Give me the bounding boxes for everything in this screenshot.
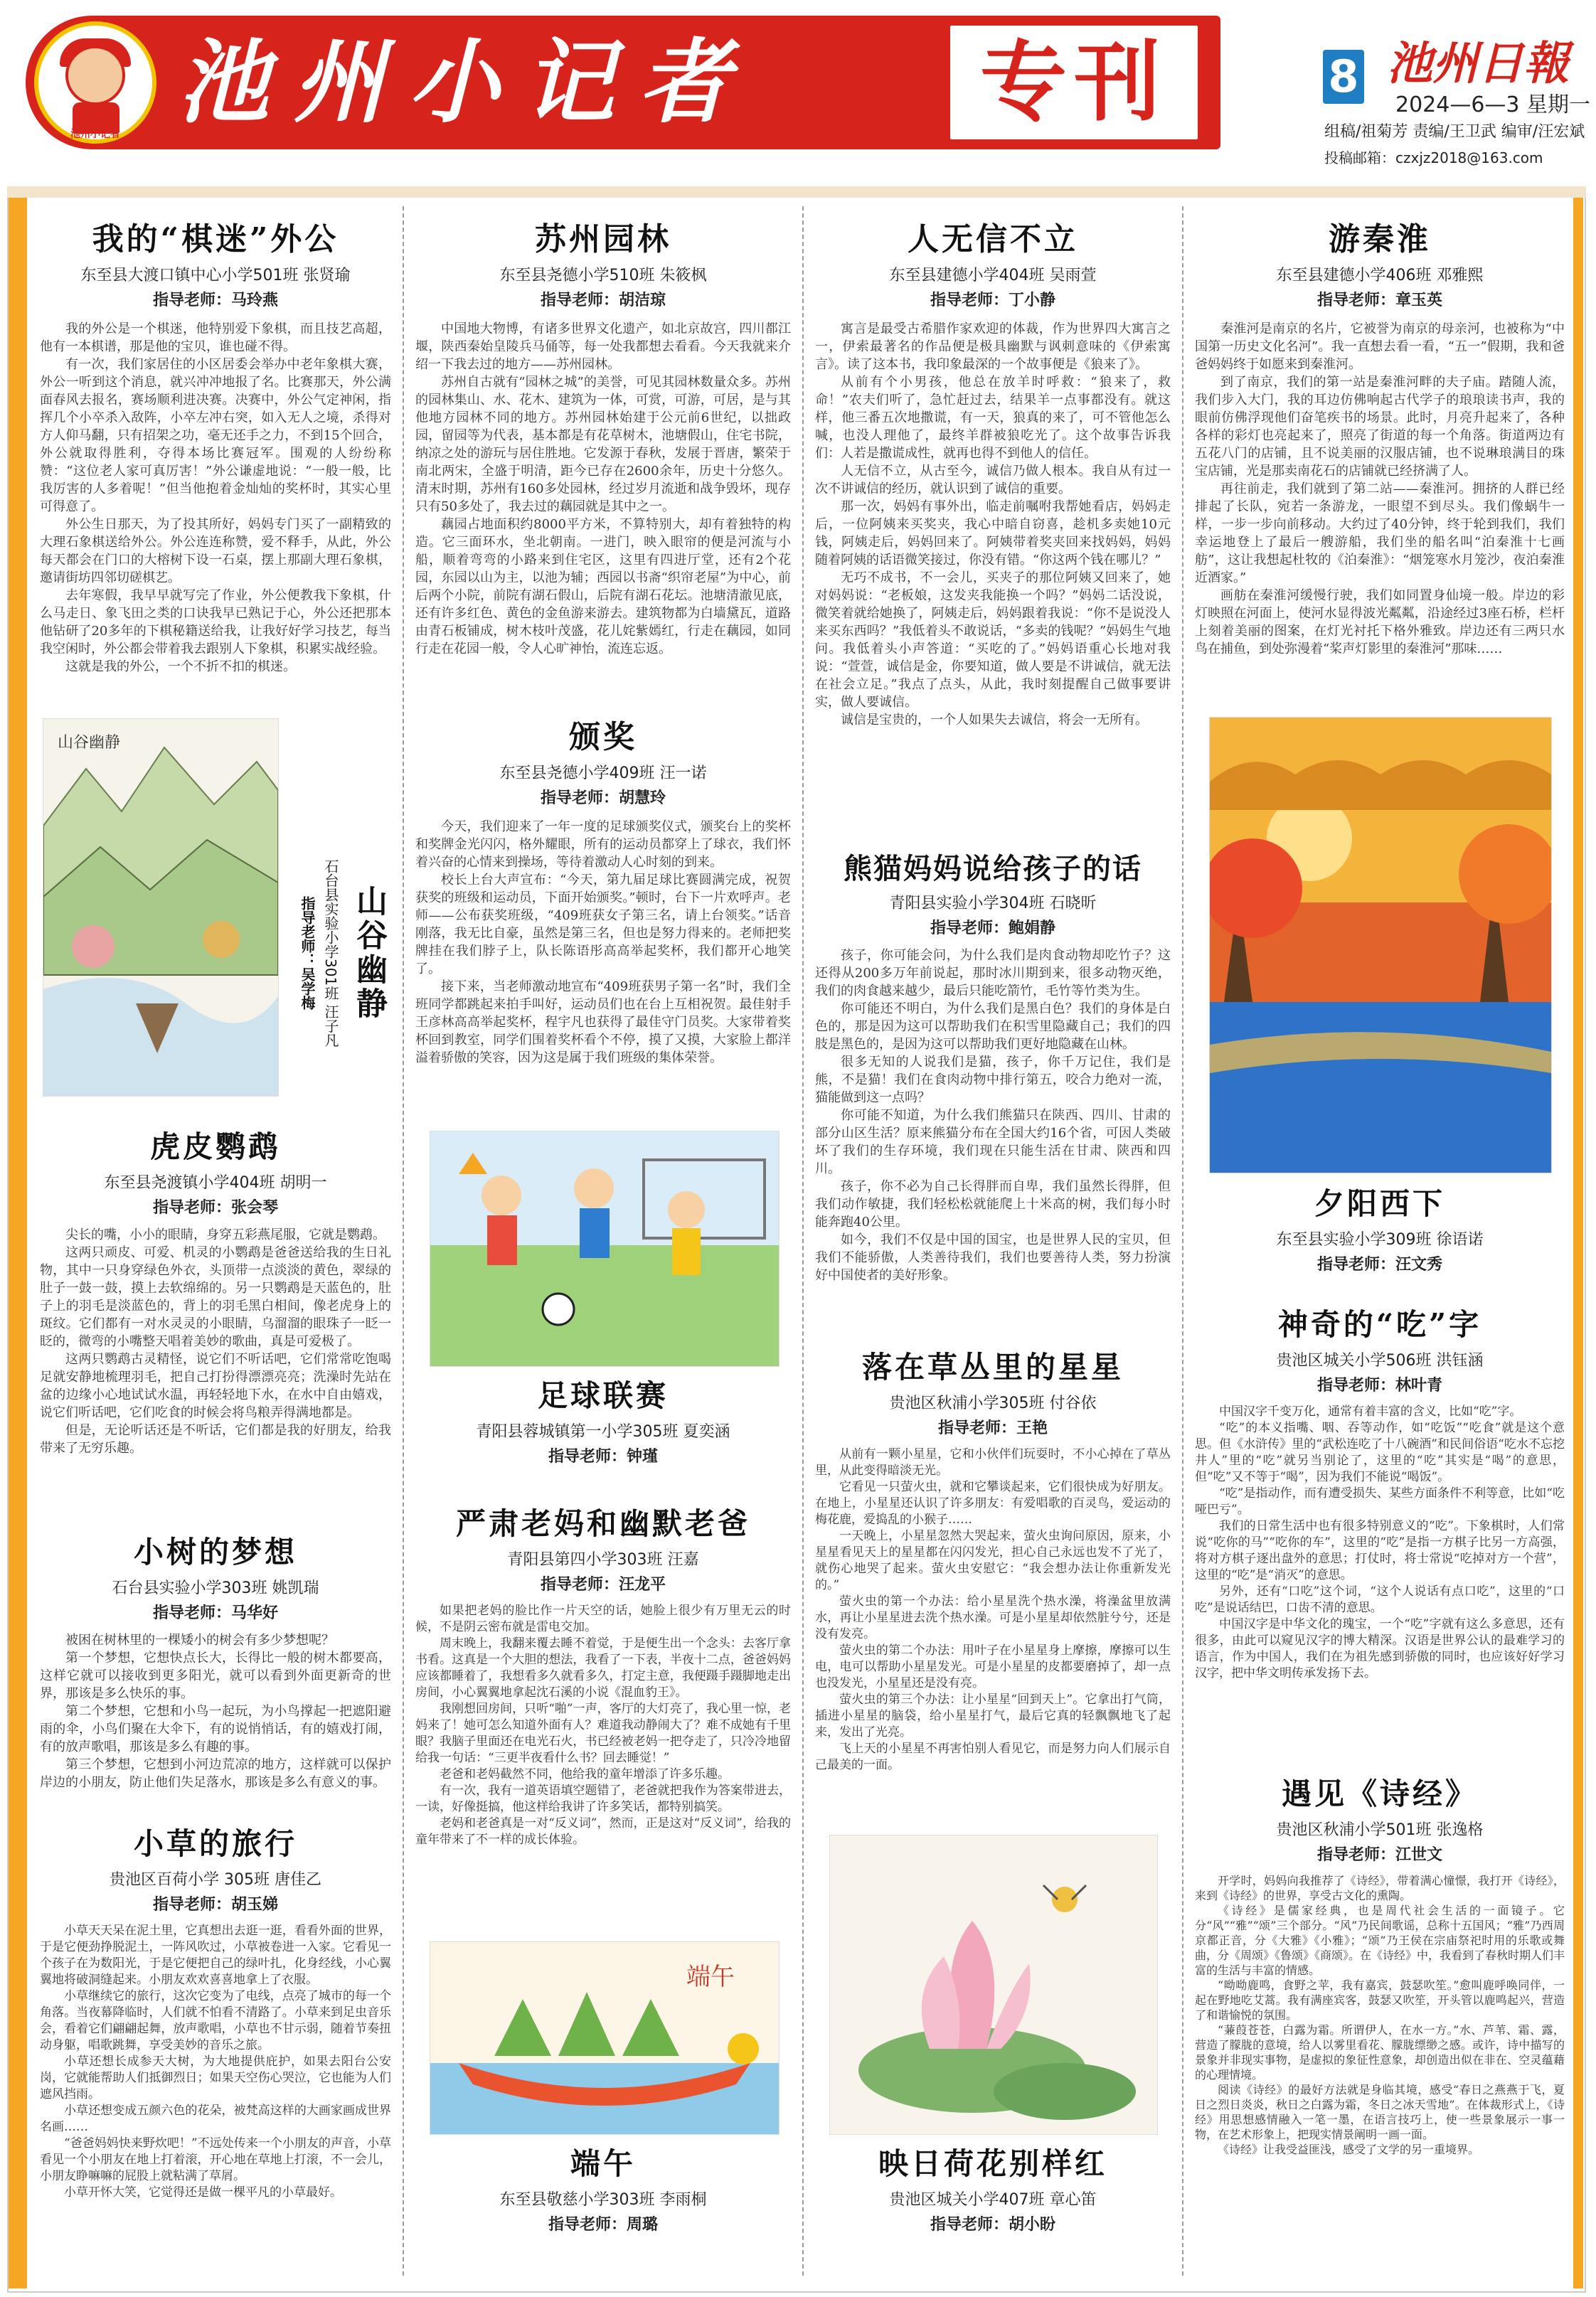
paragraph: 外公生日那天，为了投其所好，妈妈专门买了一副精致的大理石象棋送给外公。外公连连称赞，爱不释手，从此，外公每天都会在门口的大榕树下设一石桌，摆上那副大理石象棋，邀请街坊四邻切磋棋艺。	[40, 517, 391, 585]
paragraph: 如果把老妈的脸比作一片天空的话，她脸上很少有万里无云的时候，不是阴云密布就是雷电交加。	[415, 1604, 791, 1634]
caption-dragon-boat	[415, 2141, 791, 2234]
paragraph: 尖长的嘴，小小的眼睛，身穿五彩燕尾服，它就是鹦鹉。	[65, 1227, 385, 1242]
sunset-trees-illustration	[1210, 718, 1551, 1173]
left-orange-border	[9, 198, 27, 2288]
paragraph: 小草开怀大笑，它觉得还是做一棵平凡的小草最好。	[64, 2185, 342, 2200]
paragraph: 今天，我们迎来了一年一度的足球颁奖仪式，颁奖台上的奖杯和奖牌金光闪闪，格外耀眼，所有的运动员都穿上了球衣，我们怀着兴奋的心情来到操场，等待着激动人心时刻的到来。	[415, 819, 791, 870]
article-title: 颁奖	[569, 719, 637, 755]
paragraph: 你可能不知道，为什么我们熊猫只在陕西、四川、甘肃的部分山区生活？原来熊猫分布在全国大约16个省，可因人类破坏了我们的生存环境，我们现在只能生活在甘肃、陕西和四川。	[815, 1108, 1171, 1176]
article-body	[415, 320, 791, 658]
article-teacher: 指导老师：钟瑾	[548, 1448, 658, 1466]
article-teacher: 指导老师：汪龙平	[540, 1576, 666, 1594]
article-byline: 贵池区百荷小学 305班 唐佳乙	[110, 1871, 321, 1889]
paragraph: 周末晚上，我翻来覆去睡不着觉，于是便生出一个念头：去客厅拿书看。这真是一个大胆的想法，我看了一下表，半夜十二点，爸爸妈妈应该都睡着了，我想看多久就看多久，打定主意，我便蹑手蹑脚地走出房间，小心翼翼地拿起沈石溪的小说《混血豹王》。	[415, 1636, 791, 1700]
article-byline: 贵池区城关小学407班 章心笛	[889, 2191, 1097, 2209]
article-teacher: 指导老师：王艳	[937, 1419, 1048, 1437]
paragraph: 有一次，我们家居住的小区居委会举办中老年象棋大赛，外公一听到这个消息，就兴冲冲地报了名。比赛那天，外公满面春风去报名，赛场顺利进决赛。决赛中，外公气定神闲，指挥几个小卒杀入敌阵，小卒左冲右突，如入无人之境，杀得对方人仰马翻，只有招架之功，毫无还手之力，不到15个回合，外公就取得胜利，夺得本场比赛冠军。围观的人纷纷称赞：“这位老人家可真厉害！”外公谦虚地说：“一般一般，比我厉害的人多着呢！”但当他抱着金灿灿的奖杯时，其实心里可得意了。	[40, 357, 391, 514]
article-yansu	[415, 1501, 791, 1848]
paragraph: 孩子，你不必为自己长得胖而自卑，我们虽然长得胖，但我们动作敏捷，我们轻松松就能爬上十米高的树，我们每小时能奔跑40公里。	[815, 1179, 1171, 1230]
article-title: 端午	[570, 2146, 636, 2181]
paragraph: 小草继续它的旅行，这次它变为了电线，点亮了城市的每一个角落。当夜幕降临时，人们就不怕看不清路了。小草来到足虫音乐会，看着它们翩翩起舞，放声歌唱，小草也不甘示弱，随着节奏扭动身躯，唱歌跳舞，享受美妙的音乐之旅。	[40, 1989, 391, 2052]
submission-email: 投稿邮箱：czxjz2018@163.com	[1324, 149, 1543, 166]
paragraph: 《诗经》是儒家经典，也是周代社会生活的一面镜子。它分“风”“雅”“颂”三个部分。“风”乃民间歌谣，总称十五国风；“雅”乃西周京都正音，分《大雅》《小雅》；“颂”乃王侯在宗庙祭祀时用的乐歌或舞曲，分《周颂》《鲁颂》《商颂》。在《诗经》中，我看到了春秋时期人们丰富的生活与丰富的情感。	[1195, 1904, 1565, 1977]
paragraph: 被困在树林里的一棵矮小的树会有多少梦想呢？	[65, 1633, 334, 1648]
article-byline: 东至县尧德小学409班 汪一诺	[499, 764, 707, 782]
article-byline: 东至县大渡口镇中心小学501班 张贤瑜	[80, 267, 351, 284]
date-line: 2024—6—3 星期一	[1395, 92, 1591, 117]
paragraph: 你可能还不明白，为什么我们是黑白色？我们的身体是白色的，那是因为这可以帮助我们在积雪里隐藏自己；我们的四肢是黑色的，是因为这可以帮助我们更好地隐藏在山林。	[815, 1001, 1171, 1052]
paragraph: “呦呦鹿鸣，食野之苹，我有嘉宾，鼓瑟吹笙。”愈叫鹿呼唤同伴，一起在野地吃艾蒿。我有满座宾客，鼓瑟又吹笙，开头管以鹿鸣起兴，营造了和谐愉悦的氛围。	[1195, 1978, 1565, 2022]
paragraph: 我们的日常生活中也有很多特别意义的“吃”。下象棋时，人们常说“吃你的马”“吃你的车”，这里的“吃”是指一方棋子比另一方高强，将对方棋子逐出盘外的意思；打仗时，将士常说“吃掉对方一个营”，这里的“吃”是“消灭”的意思。	[1195, 1519, 1565, 1582]
newspaper-brand: 池州日報	[1387, 37, 1569, 90]
painting-mountain-valley	[43, 718, 279, 1097]
paragraph: “吃”是指动作，而有遭受损失、某些方面条件不利等意，比如“吃哑巴亏”。	[1195, 1486, 1565, 1517]
article-title: 山谷幽静	[351, 885, 387, 1021]
article-body	[415, 1603, 791, 1848]
article-body	[815, 1446, 1171, 1774]
painting-football	[430, 1131, 780, 1367]
paragraph: 很多无知的人说我们是猫，孩子，你千万记住，我们是熊，不是猫！我们在食肉动物中排行第五，咬合力绝对一流，猫能做到这一点吗？	[815, 1055, 1171, 1105]
article-teacher: 指导老师：胡洁琼	[540, 292, 666, 309]
paragraph: 校长上台大声宣布：“今天，第九届足球比赛圆满完成，祝贺获奖的班级和运动员，下面开始颁奖。”顿时，台下一片欢呼声。老师——公布获奖班级，“409班获女子第三名，请上台领奖。”话音刚落，我无比自豪，虽然是第三名，但也是努力得来的。老师把奖牌挂在我们脖子上，队长陈语彤高高举起奖杯，我们都开心地笑了。	[415, 873, 791, 976]
article-title: 虎皮鹦鹉	[149, 1129, 281, 1164]
paragraph: 再往前走，我们就到了第二站——秦淮河。拥挤的人群已经排起了长队，宛若一条游龙，一眼望不到尽头。我们像蜗牛一样，一步一步向前移动。大约过了40分钟，终于轮到我们，我们幸运地登上了最后一艘游船，我们坐的船名叫“泊秦淮十七画舫”，这让我想起杜牧的《泊秦淮》：“烟笼寒水月笼沙，夜泊秦淮近酒家。”	[1195, 481, 1565, 585]
paragraph: 小草天天呆在泥土里，它真想出去逛一逛，看看外面的世界，于是它便劲挣脱泥土，一阵风吹过，小草被卷进一入家。它看见一个孩子在为数阳光，于是它便把自己的绿叶扎，化身经线，小心翼翼地将破洞缝起来。小朋友欢欢喜喜地拿上了衣服。	[40, 1924, 391, 1987]
article-teacher: 指导老师：张会琴	[152, 1199, 278, 1217]
paragraph: 它看见一只萤火虫，就和它攀谈起来，它们很快成为好朋友。在地上，小星星还认识了许多朋友：有爱唱歌的百灵鸟，爱运动的梅花鹿，爱捣乱的小猴子……	[815, 1480, 1171, 1527]
article-byline: 石台县实验小学303班 姚凯瑞	[112, 1579, 319, 1597]
svg-text:端午: 端午	[686, 1963, 735, 1991]
article-chi	[1195, 1301, 1565, 1682]
paragraph: 我的外公是一个棋迷，他特别爱下象棋，而且技艺高超，他有一本棋谱，那是他的宝贝，谁也碰不得。	[40, 321, 391, 354]
article-luozai	[815, 1344, 1171, 1774]
mountain-landscape-illustration	[43, 719, 278, 1096]
paragraph: 小草还想长成参天大树，为大地提供庇护，如果去阳台公安岗，它就能帮助人们抵御烈日；如果天空伤心哭泣，它也能为人们遮风挡雨。	[40, 2054, 391, 2101]
article-suzhou	[415, 213, 791, 658]
paragraph: 无巧不成书，不一会儿，买夹子的那位阿姨又回来了，她对妈妈说：“老板娘，这发夹我能换一个吗？”妈妈二话没说，微笑着就给她换了，阿姨走后，妈妈跟着我说：“你不是说没人来买东西吗？”我低着头不敢说话，“多卖的钱呢？”妈妈生气地问。我低着头小声答道：“买吃的了。”妈妈语重心长地对我说：“萱萱，诚信是金，你要知道，做人要是不讲诚信，就无法在社会立足。”我点了点头，从此，我时刻提醒自己做事要讲实，做人要诚信。	[815, 570, 1171, 710]
article-body	[1195, 1873, 1565, 2157]
article-teacher: 指导老师：丁小静	[930, 292, 1055, 309]
paragraph: 但是，无论听话还是不听话，它们都是我的好朋友，给我带来了无穷乐趣。	[40, 1423, 391, 1456]
article-body	[415, 818, 791, 1067]
article-byline: 东至县尧渡镇小学404班 胡明一	[104, 1174, 327, 1192]
paragraph: 我刚想回房间，只听“啪”一声，客厅的大灯亮了，我心里一惊，老妈来了！她可怎么知道外面有人？难道我动静闹大了？难不成她有千里眼？我脑子里面还在电光石火，书已经被老妈一把夺走了，只冷冷地留给我一句话：“三更半夜看什么书？回去睡觉！”	[415, 1702, 791, 1765]
paragraph: 小草还想变成五颜六色的花朵，被梵高这样的大画家画成世界名画……	[40, 2104, 391, 2134]
article-yujian	[1195, 1771, 1565, 2157]
paragraph: 老妈和老爸真是一对“反义词”，然而，正是这对“反义词”，给我的童年带来了不一样的成长体验。	[415, 1816, 791, 1847]
lotus-flower-illustration	[830, 1835, 1157, 2134]
masthead	[0, 0, 1596, 171]
paragraph: 这两只顽皮、可爱、机灵的小鹦鹉是爸爸送给我的生日礼物，其中一只身穿绿色外衣，头顶带一点淡淡的黄色，翠绿的肚子一鼓一鼓，摸上去软绵绵的。另一只鹦鹉是天蓝色的，肚子上的羽毛是淡蓝色的，背上的羽毛黑白相间，像老虎身上的斑纹。它们都有一对水灵灵的小眼睛，乌溜溜的眼珠子一眨一眨的，微弯的小嘴整天唱着美妙的歌曲，真是可爱极了。	[40, 1245, 391, 1349]
article-renwu	[815, 213, 1171, 729]
paragraph: 中国汉字是中华文化的瑰宝，一个“吃”字就有这么多意思，还有很多，由此可以窥见汉字的博大精深。汉语是世界公认的最难学习的语言，作为中国人，我们在为祖先感到骄傲的同时，也应该好好学习汉字，把中华文明传承发扬下去。	[1195, 1617, 1565, 1680]
article-title: 熊猫妈妈说给孩子的话	[844, 852, 1142, 885]
article-title: 小树的梦想	[133, 1535, 297, 1569]
article-title: 苏州园林	[535, 221, 671, 257]
paragraph: 从前有个小男孩，他总在放羊时呼救：“狼来了，救命！”农夫们听了，急忙赶过去，结果羊一点事都没有。就这样，他三番五次地撒谎，有一天，狼真的来了，可不管他怎么喊，也没人理他了，最终羊群被狼吃光了。这个故事告诉我们：人若是撒谎成性，就再也得不到他人的信任。	[815, 375, 1171, 461]
article-youqinhuai	[1195, 213, 1565, 658]
paragraph: 第一个梦想，它想快点长大，长得比一般的树木都要高，这样它就可以接收到更多阳光，就可以看到外面更新奇的世界，那该是多么快乐的事。	[40, 1651, 391, 1701]
article-body	[815, 320, 1171, 729]
article-teacher: 指导老师：江世文	[1316, 1846, 1442, 1864]
article-body	[40, 1923, 391, 2201]
article-byline: 青阳县蓉城镇第一小学305班 夏奕涵	[476, 1423, 730, 1441]
paragraph: 这两只鹦鹉古灵精怪，说它们不听话吧，它们常常吃饱喝足就安静地梳理羽毛，把自己打扮得漂漂亮亮；洗澡时先站在盆的边缘小心地试试水温，再轻轻地下水，在水中自由嬉戏，说它们听话吧，它们吃食的时候会将鸟粮弄得满地都是。	[40, 1352, 391, 1420]
article-title: 严肃老妈和幽默老爸	[455, 1506, 750, 1541]
svg-text:山谷幽静: 山谷幽静	[58, 734, 121, 752]
article-title: 足球联赛	[537, 1378, 669, 1413]
paragraph: 秦淮河是南京的名片，它被誉为南京的母亲河，也被称为“中国第一历史文化名河”。我一直想去看一看，“五一”假期，我和爸爸妈妈终于如愿来到秦淮河。	[1195, 321, 1565, 372]
article-teacher: 指导老师：马华好	[152, 1604, 278, 1622]
paragraph: 第二个梦想，它想和小鸟一起玩，为小鸟撑起一把遮阳避雨的伞，小鸟们聚在大伞下，有的说悄悄话，有的嬉戏打闹，有的放声歌唱，那该是多么有趣的事。	[40, 1704, 391, 1754]
caption-mountain-valley	[284, 825, 391, 1081]
paragraph: 有一次，我有一道英语填空题错了，老爸就把我作为答案带进去，一读，好像挺搞，他这样给我讲了许多笑话，都特别搞笑。	[415, 1784, 791, 1814]
article-body	[40, 1226, 391, 1457]
article-title: 落在草丛里的星星	[861, 1350, 1124, 1385]
article-hupi	[40, 1124, 391, 1457]
article-body	[40, 1631, 391, 1791]
article-body	[1195, 320, 1565, 658]
article-xiaocao	[40, 1821, 391, 2201]
article-title: 我的“棋迷”外公	[92, 221, 339, 257]
article-title: 映日荷花别样红	[878, 2146, 1107, 2181]
paragraph: 这就是我的外公，一个不折不扣的棋迷。	[65, 659, 296, 674]
paragraph: 飞上天的小星星不再害怕别人看见它，而是努力向人们展示自己最美的一面。	[815, 1742, 1171, 1772]
article-body	[40, 320, 391, 676]
right-orange-border	[1573, 198, 1583, 2288]
logo-text: 池州小记者	[70, 129, 120, 140]
paragraph: “爸爸妈妈快来野炊吧！”不远处传来一个小朋友的声音，小草看见一个小朋友在地上打着滚，开心地在草地上打滚，不一会儿，小朋友睁嘛嘛的屁股上就粘满了草屑。	[40, 2136, 391, 2183]
paragraph: 阅读《诗经》的最好方法就是身临其境，感受“春日之燕燕于飞，夏日之烈日炎炎，秋日之白露为霜，冬日之冰天雪地”。在体裁形式上，《诗经》用思想感情融入一笔一墨，在语言技巧上，使一些景象展示一事一物，在艺术形象上，把现实情景阐明一画一面。	[1195, 2083, 1565, 2141]
paragraph: 萤火虫的第一个办法：给小星星洗个热水澡，将澡盆里放满水，再让小星星进去洗个热水澡。可是小星星却依然脏兮兮，还是没有发亮。	[815, 1594, 1171, 1641]
caption-football	[415, 1373, 791, 1466]
paragraph: 藕园占地面积约8000平方米，不算特别大，却有着独特的构造。它三面环水，坐北朝南。一进门，映入眼帘的便是河流与小船，顺着弯弯的小路来到住宅区，这里有四进厅堂，还有2个花园，东园以山为主，以池为辅；西园以书斋“织帘老屋”为中心，前后两个小院，前院有湖石假山，后院有湖石花坛。池塘清澈见底，还有许多红色、黄色的金鱼游来游去。建筑物都为白墙黛瓦，道路由青石板铺成，树木枝叶茂盛，花儿姹紫嫣红，行走在藕园，如同行走在花园一般，令人心旷神怡，流连忘返。	[415, 517, 791, 656]
article-banjiang	[415, 711, 791, 1067]
article-byline: 贵池区秋浦小学501班 张逸格	[1276, 1821, 1484, 1839]
article-body	[1195, 1404, 1565, 1682]
mascot-face-icon	[65, 46, 125, 105]
article-byline: 青阳县实验小学304班 石晓昕	[889, 895, 1097, 912]
article-title: 遇见《诗经》	[1281, 1776, 1478, 1811]
article-qimi	[40, 213, 391, 676]
paragraph: 中国地大物博，有诸多世界文化遗产，如北京故宫，四川都江堰，陕西秦始皇陵兵马俑等，每一处我都想去看看。今天我就来介绍一下我去过的地方——苏州园林。	[415, 321, 791, 372]
paragraph: 另外，还有“口吃”这个词，“这个人说话有点口吃”，这里的“口吃”是说话结巴，口齿不清的意思。	[1195, 1584, 1565, 1615]
football-kids-illustration	[430, 1131, 779, 1366]
article-title: 小草的旅行	[133, 1826, 297, 1861]
column-rule	[1182, 206, 1183, 2276]
article-byline: 石台县实验小学301班 汪子凡	[322, 858, 339, 1048]
paragraph: 苏州自古就有“园林之城”的美誉，可见其园林数量众多。苏州的园林集山、水、花木、建筑为一体，可赏，可游，可居，是与其他地方园林不同的地方。苏州园林始建于公元前6世纪，以拙政园，留园等为代表，基本都是有花草树木，池塘假山，住宅书院，纳凉之处的游玩与居住胜地。它发源于春秋，发展于晋唐，繁荣于南北两宋，全盛于明清，距今已存在2600余年，历史十分悠久。清末时期，苏州有160多处园林，经过岁月流逝和战争毁坏，现存只有50多处了，我去过的藕园就是其中之一。	[415, 375, 791, 514]
article-teacher: 指导老师：马玲燕	[152, 292, 278, 309]
masthead-title: 池州小记者	[178, 29, 755, 136]
article-byline: 东至县建德小学406班 邓雅熙	[1276, 267, 1484, 284]
paragraph: 如今，我们不仅是中国的国宝，也是世界人民的宝贝，但我们不能骄傲，人类善待我们，我们也要善待人类，努力扮演好中国使者的美好形象。	[815, 1232, 1171, 1283]
article-teacher: 指导老师：胡慧玲	[540, 789, 666, 807]
column-rule	[802, 206, 804, 2276]
article-xiaoshu	[40, 1529, 391, 1791]
paragraph: 从前有一颗小星星，它和小伙伴们玩耍时，不小心掉在了草丛里，从此变得暗淡无光。	[815, 1447, 1171, 1478]
paragraph: 人无信不立，从古至今，诚信乃做人根本。我自从有过一次不讲诚信的经历，就认识到了诚信的重要。	[815, 464, 1171, 496]
article-teacher: 指导老师：汪文秀	[1316, 1256, 1442, 1274]
paragraph: 一天晚上，小星星忽然大哭起来，萤火虫询问原因，原来，小星星看见天上的星星都在闪闪发光，担心自己永远也发不了光了，就伤心地哭了起来。萤火虫安慰它：“我会想办法让你重新发光的。”	[815, 1529, 1171, 1592]
painting-dragon-boat	[430, 1941, 780, 2135]
paragraph: 寓言是最受古希腊作家欢迎的体裁，作为世界四大寓言之一，伊索最著名的作品便是极具幽默与讽刺意味的《伊索寓言》。读了这本书，我印象最深的一个故事便是《狼来了》。	[815, 321, 1171, 372]
article-teacher: 指导老师：胡小盼	[930, 2216, 1055, 2234]
frame-top-shade	[7, 186, 1586, 198]
paragraph: “吃”的本义指嘴、咽、吞等动作，如“吃饭”“吃食”就是这个意思。但《水浒传》里的“武松连吃了十八碗酒”和民间俗语“吃水不忘挖井人”里的“吃”就另当别论了，这里的“吃”其实是“喝”的意思，但“吃”又不等于“喝”，因为我们不能说“喝饭”。	[1195, 1421, 1565, 1484]
paragraph: 去年寒假，我早早就写完了作业，外公便教我下象棋，什么马走日、象飞田之类的口诀我早已熟记于心，外公还把那本他钻研了20多年的下棋秘籍送给我，让我好好学习技艺，每当我空闲时，外公都会带着我去跟别人下象棋，积累实战经验。	[40, 588, 391, 656]
article-teacher: 指导老师：周璐	[548, 2216, 658, 2234]
article-byline: 青阳县第四小学303班 汪嘉	[507, 1551, 699, 1569]
dragon-boat-illustration	[430, 1942, 779, 2134]
caption-sunset	[1195, 1181, 1565, 1274]
article-title: 夕阳西下	[1314, 1186, 1445, 1221]
paragraph: 开学时，妈妈向我推荐了《诗经》，带着满心憧憬，我打开《诗经》，来到《诗经》的世界，享受古文化的熏陶。	[1195, 1874, 1565, 1902]
article-byline: 东至县实验小学309班 徐语诺	[1276, 1231, 1484, 1249]
article-body	[815, 947, 1171, 1284]
paragraph: 孩子，你可能会问，为什么我们是肉食动物却吃竹子？这还得从200多万年前说起，那时冰川期到来，很多动物灭绝，我们的肉食越来越少，最后只能吃箭竹，毛竹等竹类为生。	[815, 948, 1171, 998]
painting-lotus	[829, 1835, 1158, 2135]
article-byline: 东至县尧德小学510班 朱筱枫	[499, 267, 707, 284]
paragraph: 画舫在秦淮河缓慢行驶，我们如同置身仙境一般。岸边的彩灯映照在河面上，使河水显得波光粼粼，沿途经过3座石桥，栏杆上刻着美丽的图案，在灯光衬托下格外雅致。岸边还有三两只水鸟在捕鱼，到处弥漫着“桨声灯影里的秦淮河”那味……	[1195, 588, 1565, 656]
article-title: 人无信不立	[908, 221, 1078, 257]
paragraph: 老爸和老妈截然不同，他给我的童年增添了许多乐趣。	[440, 1767, 730, 1781]
article-title: 神奇的“吃”字	[1277, 1307, 1482, 1342]
reporter-mascot-logo	[34, 21, 156, 144]
caption-lotus	[815, 2141, 1171, 2234]
page-number: 8	[1323, 50, 1364, 104]
column-rule	[403, 206, 404, 2276]
painting-sunset	[1209, 717, 1552, 1173]
editors-line: 组稿/祖菊芳 责编/王卫武 编审/汪宏斌	[1324, 123, 1585, 141]
article-teacher: 指导老师：吴学梅	[299, 896, 316, 1010]
article-teacher: 指导老师：林叶青	[1316, 1377, 1442, 1395]
article-byline: 东至县敬慈小学303班 李雨桐	[499, 2191, 707, 2209]
article-byline: 贵池区城关小学506班 洪钰涵	[1276, 1352, 1484, 1370]
article-byline: 贵池区秋浦小学305班 付谷依	[889, 1395, 1097, 1412]
section-badge: 专刊	[946, 21, 1202, 144]
article-teacher: 指导老师：章玉英	[1316, 292, 1442, 309]
article-byline: 东至县建德小学404班 吴雨萱	[889, 267, 1097, 284]
paragraph: 中国汉字千变万化，通常有着丰富的含义，比如“吃”字。	[1219, 1405, 1522, 1419]
paragraph: 接下来，当老师激动地宣布“409班获男子第一名”时，我们全班同学都跳起来拍手叫好，运动员们也在台上互相祝贺。最佳射手王彦林高高举起奖杯，程宇凡也获得了最佳守门员奖。大家带着奖杯回到教室，同学们围着奖杯看个不停，摸了又摸，大家脸上都洋溢着骄傲的笑容，因为这是属于我们班级的集体荣誉。	[415, 979, 791, 1065]
paragraph: 到了南京，我们的第一站是秦淮河畔的夫子庙。踏随人流，我们步入大门，我的耳边仿佛响起古代学子的琅琅读书声，我的眼前仿佛浮现他们奋笔疾书的场景。此时，月亮升起来了，各种各样的彩灯也亮起来了，照亮了街道的每一个角落。街道两边有五花八门的店铺，且不说美丽的汉服店铺，也不说琳琅满目的珠宝店铺，光是那卖南花石的店铺就已经挤满了人。	[1195, 375, 1565, 479]
paragraph: 第三个梦想，它想到小河边荒凉的地方，这样就可以保护岸边的小朋友，防止他们失足落水，那该是多么有意义的事。	[40, 1757, 391, 1790]
article-title: 游秦淮	[1329, 221, 1431, 257]
paragraph: 诚信是宝贵的，一个人如果失去诚信，将会一无所有。	[841, 713, 1148, 728]
article-teacher: 指导老师：鲍娟静	[930, 920, 1055, 937]
paragraph: 萤火虫的第三个办法：让小星星“回到天上”。它拿出打气筒，插进小星星的脑袋，给小星星打气，最后它真的轻飘飘地飞了起来，发出了光亮。	[815, 1693, 1171, 1739]
paragraph: 萤火虫的第二个办法：用叶子在小星星身上摩擦，摩擦可以生电，电可以帮助小星星发光。可是小星星的皮都要磨掉了，却一点也没发光，小星星还是没有亮。	[815, 1643, 1171, 1690]
paragraph: 《诗经》让我受益匪浅，感受了文学的另一重境界。	[1218, 2143, 1480, 2156]
article-teacher: 指导老师：胡玉娣	[152, 1896, 278, 1914]
paragraph: 那一次，妈妈有事外出，临走前嘱咐我帮她看店，妈妈走后，一位阿姨来买奖夹，我心中暗自窃喜，趁机多卖她10元钱，阿姨走后，妈妈回来了。阿姨带着奖夹回来找妈妈，妈妈随着阿姨的话语微笑接过，你没有错。“你这两个钱在哪儿？”	[815, 499, 1171, 567]
paragraph: “蒹葭苍苍，白露为霜。所谓伊人，在水一方。”水、芦苇、霜、露，营造了朦胧的意境，给人以雾里看花、朦胧缥缈之感。或许，诗中描写的景象并非现实事物，是虚拟的象征性意象，却创造出似在非在、空灵蕴藉的心理情境。	[1195, 2023, 1565, 2082]
article-xiongmao	[815, 846, 1171, 1284]
